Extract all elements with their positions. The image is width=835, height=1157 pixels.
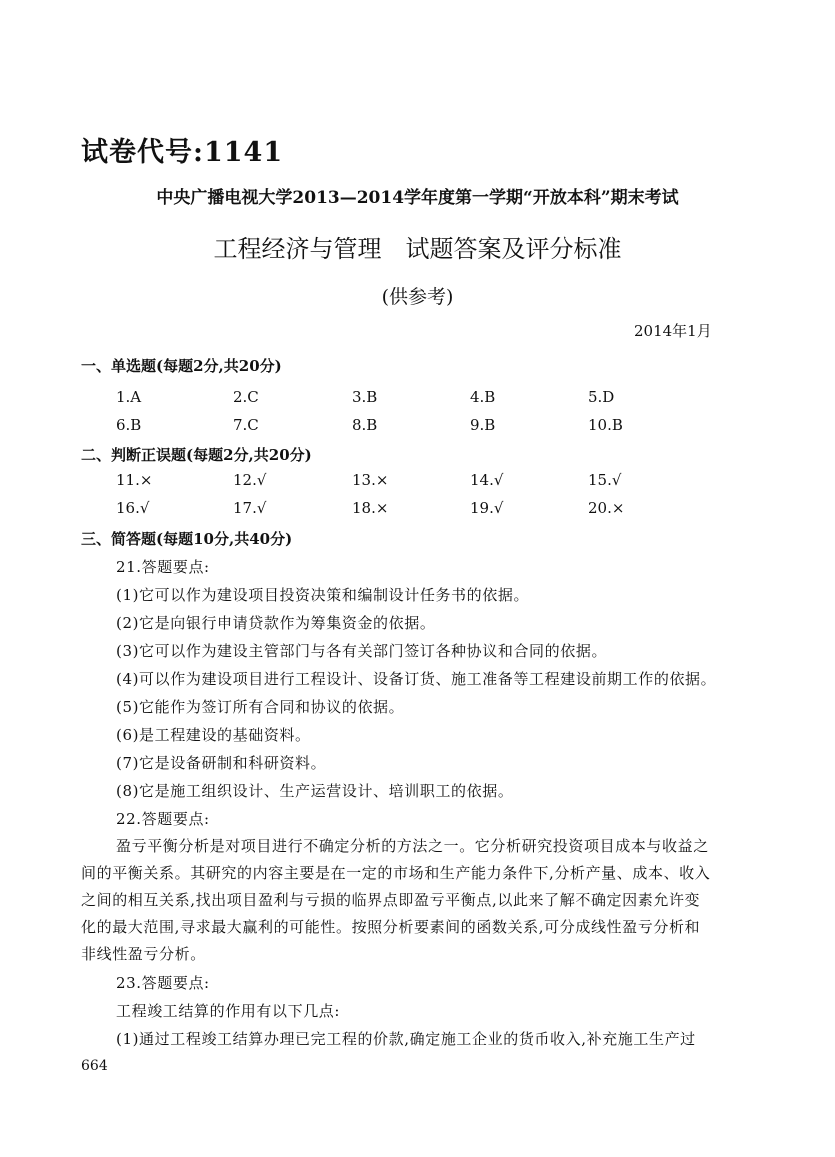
page-number: 664 (81, 1058, 108, 1074)
exam-header: 中央广播电视大学2013—2014学年度第一学期“开放本科”期末考试 (156, 188, 679, 208)
q22-line: 盈亏平衡分析是对项目进行不确定分析的方法之一。它分析研究投资项目成本与收益之 (116, 837, 709, 855)
answer-8: 8.B (352, 416, 378, 434)
q21-point: (6)是工程建设的基础资料。 (116, 726, 311, 744)
q21-point: (8)它是施工组织设计、生产运营设计、培训职工的依据。 (116, 782, 514, 800)
answer-9: 9.B (470, 416, 496, 434)
answer-3: 3.B (352, 388, 378, 406)
answer-19: 19.√ (470, 499, 504, 517)
exam-date: 2014年1月 (634, 322, 712, 340)
q21-point: (7)它是设备研制和科研资料。 (116, 754, 327, 772)
answer-17: 17.√ (233, 499, 267, 517)
q23-intro: 工程竣工结算的作用有以下几点: (116, 1002, 341, 1020)
page-title: 工程经济与管理 试题答案及评分标准 (213, 235, 622, 263)
q22-line: 非线性盈亏分析。 (81, 945, 206, 963)
q22-line: 间的平衡关系。其研究的内容主要是在一定的市场和生产能力条件下,分析产量、成本、收入 (81, 864, 711, 882)
q22-line: 之间的相互关系,找出项目盈利与亏损的临界点即盈亏平衡点,以此来了解不确定因素允许变 (81, 891, 701, 909)
answer-14: 14.√ (470, 471, 504, 489)
answer-12: 12.√ (233, 471, 267, 489)
q21-point: (2)它是向银行申请贷款作为筹集资金的依据。 (116, 614, 436, 632)
q21-point: (5)它能作为签订所有合同和协议的依据。 (116, 698, 405, 716)
answer-15: 15.√ (588, 471, 622, 489)
answer-1: 1.A (116, 388, 142, 406)
answer-11: 11.× (116, 471, 153, 489)
section1-heading: 一、单选题(每题2分,共20分) (81, 357, 282, 375)
q21-point: (3)它可以作为建设主管部门与各有关部门签订各种协议和合同的依据。 (116, 642, 608, 660)
q21-label: 21.答题要点: (116, 558, 210, 576)
q21-point: (1)它可以作为建设项目投资决策和编制设计任务书的依据。 (116, 586, 530, 604)
section2-heading: 二、判断正误题(每题2分,共20分) (81, 446, 312, 464)
q22-label: 22.答题要点: (116, 810, 210, 828)
answer-6: 6.B (116, 416, 142, 434)
section3-heading: 三、简答题(每题10分,共40分) (81, 530, 293, 548)
answer-2: 2.C (233, 388, 259, 406)
exam-code: 试卷代号:1141 (81, 137, 284, 168)
answer-5: 5.D (588, 388, 615, 406)
answer-20: 20.× (588, 499, 625, 517)
answer-13: 13.× (352, 471, 389, 489)
q21-point: (4)可以作为建设项目进行工程设计、设备订货、施工准备等工程建设前期工作的依据。 (116, 670, 717, 688)
page-subtitle: (供参考) (381, 286, 454, 308)
answer-16: 16.√ (116, 499, 150, 517)
q23-line: (1)通过工程竣工结算办理已完工程的价款,确定施工企业的货币收入,补充施工生产过 (116, 1030, 696, 1048)
answer-4: 4.B (470, 388, 496, 406)
answer-7: 7.C (233, 416, 259, 434)
q22-line: 化的最大范围,寻求最大赢利的可能性。按照分析要素间的函数关系,可分成线性盈亏分析和 (81, 918, 701, 936)
answer-18: 18.× (352, 499, 389, 517)
answer-10: 10.B (588, 416, 623, 434)
q23-label: 23.答题要点: (116, 974, 210, 992)
